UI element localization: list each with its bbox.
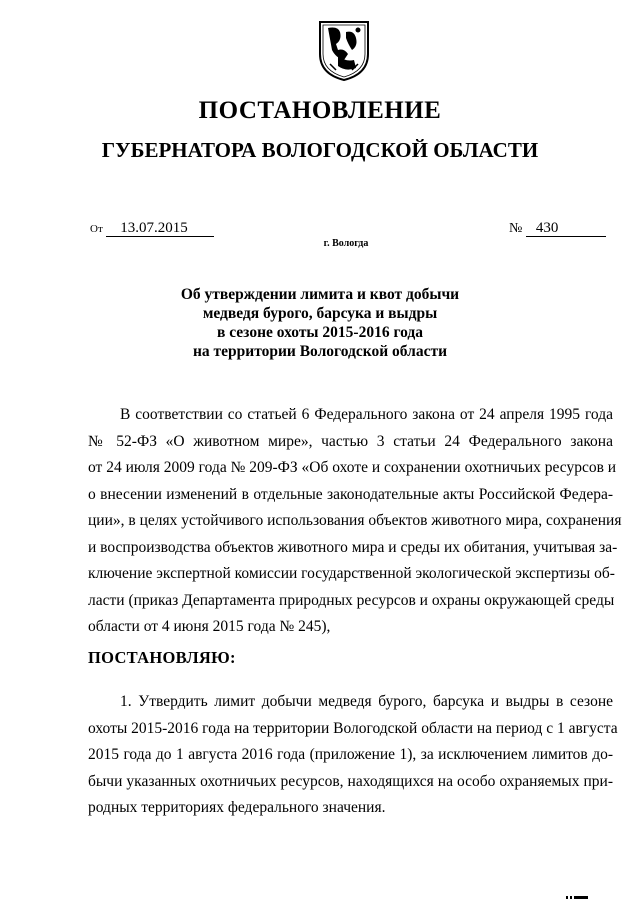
paragraph-line: 1. Утвердить лимит добычи медведя бурого, барсука и выдры в сезоне — [120, 693, 613, 710]
decree-word: ПОСТАНОВЛЯЮ: — [88, 648, 236, 667]
date-line — [90, 220, 214, 237]
vologda-coat-of-arms-icon — [318, 20, 370, 82]
document-title: ПОСТАНОВЛЕНИЕ — [198, 97, 442, 124]
paragraph-line: ласти (приказ Департамента природных ресурсов и охраны окружающей среды — [88, 591, 615, 609]
paragraph-line: ключение экспертной комиссии государственной экологической экспертизы об- — [88, 565, 615, 582]
paragraph-line: бычи указанных охотничьих ресурсов, находящихся на особо охраняемых при- — [88, 772, 613, 790]
number-line — [509, 220, 606, 237]
paragraph-line: области от 4 июня 2015 года № 245), — [88, 618, 331, 635]
subject-line: медведя бурого, барсука и выдры — [202, 305, 438, 322]
date-value: 13.07.2015 — [106, 220, 214, 237]
scan-mark — [566, 896, 588, 899]
number-prefix: № — [509, 221, 523, 236]
paragraph-line: 2015 года до 1 августа 2016 года (приложение 1), за исключением лимитов до- — [88, 746, 613, 763]
number-value: 430 — [526, 220, 606, 237]
issuer-title: ГУБЕРНАТОРА ВОЛОГОДСКОЙ ОБЛАСТИ — [101, 138, 539, 162]
paragraph-line: от 24 июля 2009 года № 209-ФЗ «Об охоте и сохранении охотничьих ресурсов и — [88, 459, 617, 476]
paragraph-line: № 52-ФЗ «О животном мире», частью 3 статьи 24 Федерального закона — [88, 432, 613, 450]
subject-line: на территории Вологодской области — [192, 343, 447, 360]
paragraph-line: и воспроизводства объектов животного мира и среды их обитания, учитывая за- — [88, 538, 618, 556]
city-label: г. Вологда — [323, 238, 369, 249]
subject-line: в сезоне охоты 2015-2016 года — [216, 324, 423, 341]
paragraph-line: о внесении изменений в отдельные законодательные акты Российской Федера- — [88, 485, 613, 503]
paragraph-line: В соответствии со статьей 6 Федерального закона от 24 апреля 1995 года — [120, 406, 613, 423]
document-subject — [0, 285, 640, 361]
item-1-paragraph — [88, 689, 618, 822]
date-prefix: От — [90, 223, 103, 235]
preamble-paragraph — [88, 402, 622, 641]
paragraph-line: родных территориях федерального значения. — [88, 799, 386, 816]
subject-line: Об утверждении лимита и квот добычи — [180, 286, 460, 303]
paragraph-line: ции», в целях устойчивого использования объектов животного мира, сохранения — [88, 512, 622, 529]
paragraph-line: охоты 2015-2016 года на территории Вологодской области на период с 1 августа — [88, 719, 618, 737]
